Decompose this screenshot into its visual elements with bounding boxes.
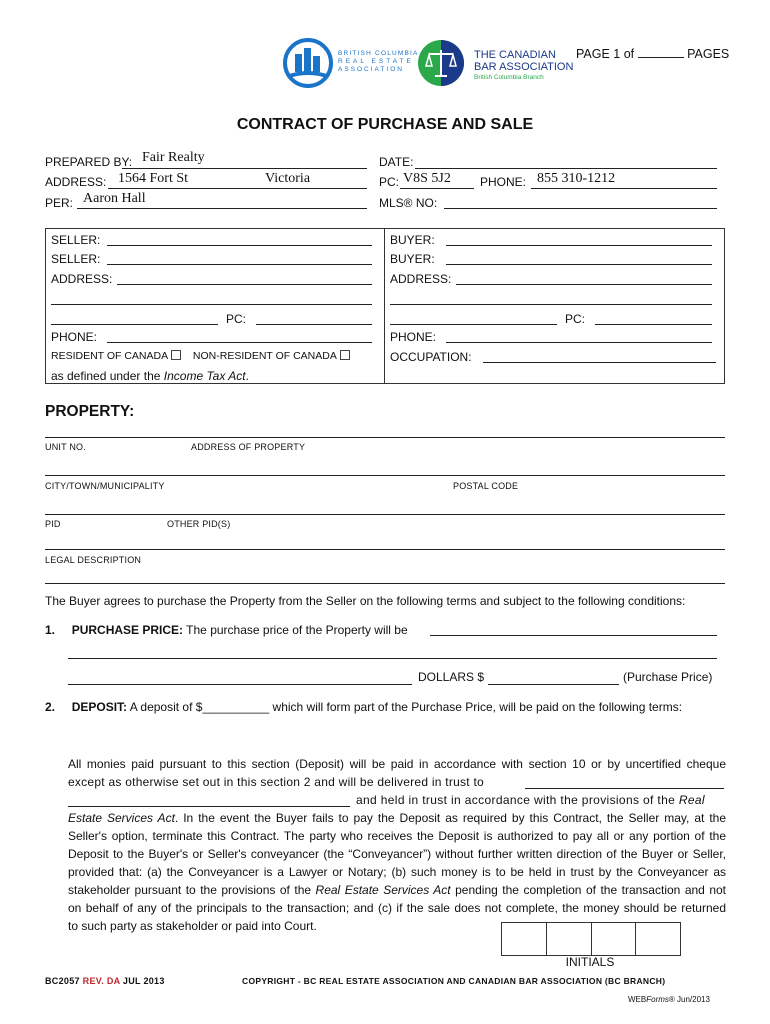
initials-box-1[interactable] [502,923,547,955]
address-of-property-label: ADDRESS OF PROPERTY [191,442,306,452]
address-field[interactable] [108,171,367,189]
mls-field[interactable] [444,194,717,209]
buyer-phone-label: PHONE: [390,330,437,344]
deposit-text-before: A deposit of $ [127,700,203,714]
initials-boxes [501,922,681,956]
monies-line8-before: stakeholder pursuant to the provisions of the [68,883,316,897]
monies-line5: Seller's option, terminate this Contract. The party who receives the Deposit is authorized to pay all or any portion of the [68,829,726,843]
per-label: PER: [45,196,74,210]
total-pages-field[interactable] [638,45,684,58]
per-field[interactable] [77,191,367,209]
monies-line4-row [68,809,726,827]
seller-phone-field[interactable] [107,329,372,343]
nonresident-label: NON-RESIDENT OF CANADA [192,350,337,362]
income-tax-prefix: as defined under the [51,369,164,383]
monies-line8-italic: Real Estate Services Act [315,883,451,897]
buyer-pc-label: PC: [565,312,586,326]
cba-scales-icon [416,38,466,88]
price-amount-field[interactable] [488,671,619,685]
seller-phone-label: PHONE: [51,330,98,344]
bcrea-line1: BRITISH COLUMBIA [338,50,419,57]
price-words-line3[interactable] [68,671,412,685]
monies-line1: All monies paid pursuant to this section (Deposit) will be paid in accordance with section 10 or by uncertified cheque [68,757,726,771]
legal-description-label: LEGAL DESCRIPTION [45,555,142,565]
buyer-address-line2[interactable] [390,291,712,305]
bcrea-logo-icon [283,38,333,88]
buyer1-field[interactable] [446,232,712,246]
price-number: 1. [45,623,56,637]
monies-line3: and held in trust in accordance with the provisions of the [356,793,676,807]
prepared-by-label: PREPARED BY: [45,155,133,169]
pc-label: PC: [379,175,400,189]
monies-line4: . In the event the Buyer fails to pay the Deposit as required by this Contract, the Seller may, at the [174,811,726,825]
occupation-field[interactable] [483,349,716,363]
deposit-heading: DEPOSIT: [71,700,128,714]
copyright-notice: COPYRIGHT - BC REAL ESTATE ASSOCIATION AND CANADIAN BAR ASSOCIATION (BC BRANCH) [242,976,666,986]
mls-label: MLS® NO: [379,196,438,210]
deposit-amount-field[interactable]: __________ [202,700,270,714]
buyer-address-field[interactable] [456,271,712,285]
income-tax-note [51,369,249,383]
date-label: DATE: [379,155,414,169]
seller-pc-label: PC: [226,312,247,326]
seller2-field[interactable] [107,251,372,265]
parties-divider [384,228,385,383]
phone-field[interactable] [531,171,717,189]
seller1-field[interactable] [107,232,372,246]
monies-line3-text [356,791,705,809]
prepared-by-value: Fair Realty [142,150,205,165]
monies-line8-after: pending the completion of the transaction and not [450,883,727,897]
buyer-pc-field[interactable] [595,311,712,325]
income-tax-act: Income Tax Act [163,369,246,383]
phone-label: PHONE: [480,175,527,189]
bcrea-logo [283,38,333,88]
legal-description-field-top[interactable] [45,536,725,550]
initials-label: INITIALS [565,955,615,969]
address-label: ADDRESS: [45,175,107,189]
deposit-text-after: which will form part of the Purchase Price, will be paid on the following terms: [269,700,683,714]
seller-address-field[interactable] [117,271,372,285]
buyer2-field[interactable] [446,251,712,265]
cba-line1: THE CANADIAN [474,49,556,61]
seller-address-line2[interactable] [51,291,372,305]
monies-line2-row [68,773,726,791]
other-pids-label: OTHER PID(S) [167,519,231,529]
agreement-intro: The Buyer agrees to purchase the Property from the Seller on the following terms and subject to the following conditions: [45,594,686,608]
monies-line4-italic: Estate Services Act [68,811,175,825]
per-value: Aaron Hall [83,191,146,206]
form-date: JUL 2013 [122,976,165,986]
price-heading: PURCHASE PRICE: [71,623,184,637]
page-title: CONTRACT OF PURCHASE AND SALE [236,116,534,133]
price-words-line2[interactable] [68,645,717,659]
page-of-suffix: PAGES [687,47,730,61]
webforms-suffix: ® Jun/2013 [668,995,710,1004]
webforms-mark [628,995,710,1004]
monies-line6: Deposit to the Buyer's or Seller's conveyancer (the “Conveyancer”) without further written direction of the Buyer or Seller, [68,847,726,861]
seller2-label: SELLER: [51,252,101,266]
form-code [45,976,165,986]
initials-box-3[interactable] [592,923,637,955]
buyer1-label: BUYER: [390,233,435,247]
bcrea-line2: REAL ESTATE [338,58,414,65]
price-text: The purchase price of the Property will be [183,623,408,637]
webforms-prefix: WEB [628,995,647,1004]
pc-field[interactable] [400,171,474,189]
monies-line8-row [68,881,726,899]
seller-city-field[interactable] [51,311,218,325]
cba-line2: BAR ASSOCIATION [474,61,574,73]
deposit-clause [45,700,682,714]
bcrea-line3: ASSOCIATION [338,66,404,73]
residency-row [51,350,350,362]
form-code-number: BC2057 [45,976,80,986]
form-revision: REV. DA [82,976,121,986]
monies-line9: on behalf of any of the principals to the transaction; and (c) if the sale does not complete, the money should be returned [68,901,726,915]
purchase-price-label: (Purchase Price) [623,670,713,684]
monies-line3-italic: Real [678,793,705,807]
date-field[interactable] [415,154,717,169]
occupation-label: OCCUPATION: [390,350,472,364]
buyer2-label: BUYER: [390,252,435,266]
property-pid-field[interactable] [45,501,725,515]
income-tax-suffix: . [245,369,249,383]
bcrea-wordmark [338,50,419,74]
buyer-city-field[interactable] [390,311,557,325]
initials-box-2[interactable] [547,923,592,955]
monies-line2: except as otherwise set out in this section 2 and will be delivered in trust to [68,775,484,789]
resident-label: RESIDENT OF CANADA [51,350,169,362]
monies-line3-row [68,791,726,809]
webforms-italic: Forms [646,995,669,1004]
price-words-field[interactable] [430,622,717,636]
deposit-number: 2. [45,700,56,714]
price-clause [45,623,408,637]
monies-line7: provided that: (a) the Conveyancer is a Lawyer or Notary; (b) such money is to be held in trust by the Conveyancer as [68,865,726,879]
legal-description-field[interactable] [45,570,725,584]
resident-checkbox[interactable] [171,350,181,360]
unit-no-label: UNIT NO. [45,442,86,452]
seller-pc-field[interactable] [256,311,372,325]
monies-paragraph [68,755,726,935]
property-heading: PROPERTY: [45,403,135,420]
monies-line10: to such party as stakeholder or paid into Court. [68,919,317,933]
seller-address-label: ADDRESS: [51,272,113,286]
buyer-phone-field[interactable] [446,329,712,343]
dollars-label: DOLLARS $ [418,670,485,684]
property-city-field[interactable] [45,462,725,476]
address-value: 1564 Fort St [118,171,189,186]
property-address-field[interactable] [45,424,725,438]
page-of-prefix: PAGE 1 of [576,47,635,61]
cba-logo [416,38,466,88]
trustee-field[interactable] [525,775,724,789]
cba-wordmark [474,49,573,82]
postal-code-label: POSTAL CODE [453,481,519,491]
pid-label: PID [45,519,61,529]
pc-value: V8S 5J2 [403,171,451,186]
trustee-field-line2[interactable] [68,793,350,807]
nonresident-checkbox[interactable] [340,350,350,360]
phone-value: 855 310-1212 [537,171,616,186]
city-label: CITY/TOWN/MUNICIPALITY [45,481,165,491]
prepared-by-field[interactable] [122,150,367,169]
city-value: Victoria [265,171,311,186]
page-count [576,45,729,61]
initials-box-4[interactable] [636,923,680,955]
buyer-address-label: ADDRESS: [390,272,452,286]
cba-line3: British Columbia Branch [474,74,544,81]
seller1-label: SELLER: [51,233,101,247]
